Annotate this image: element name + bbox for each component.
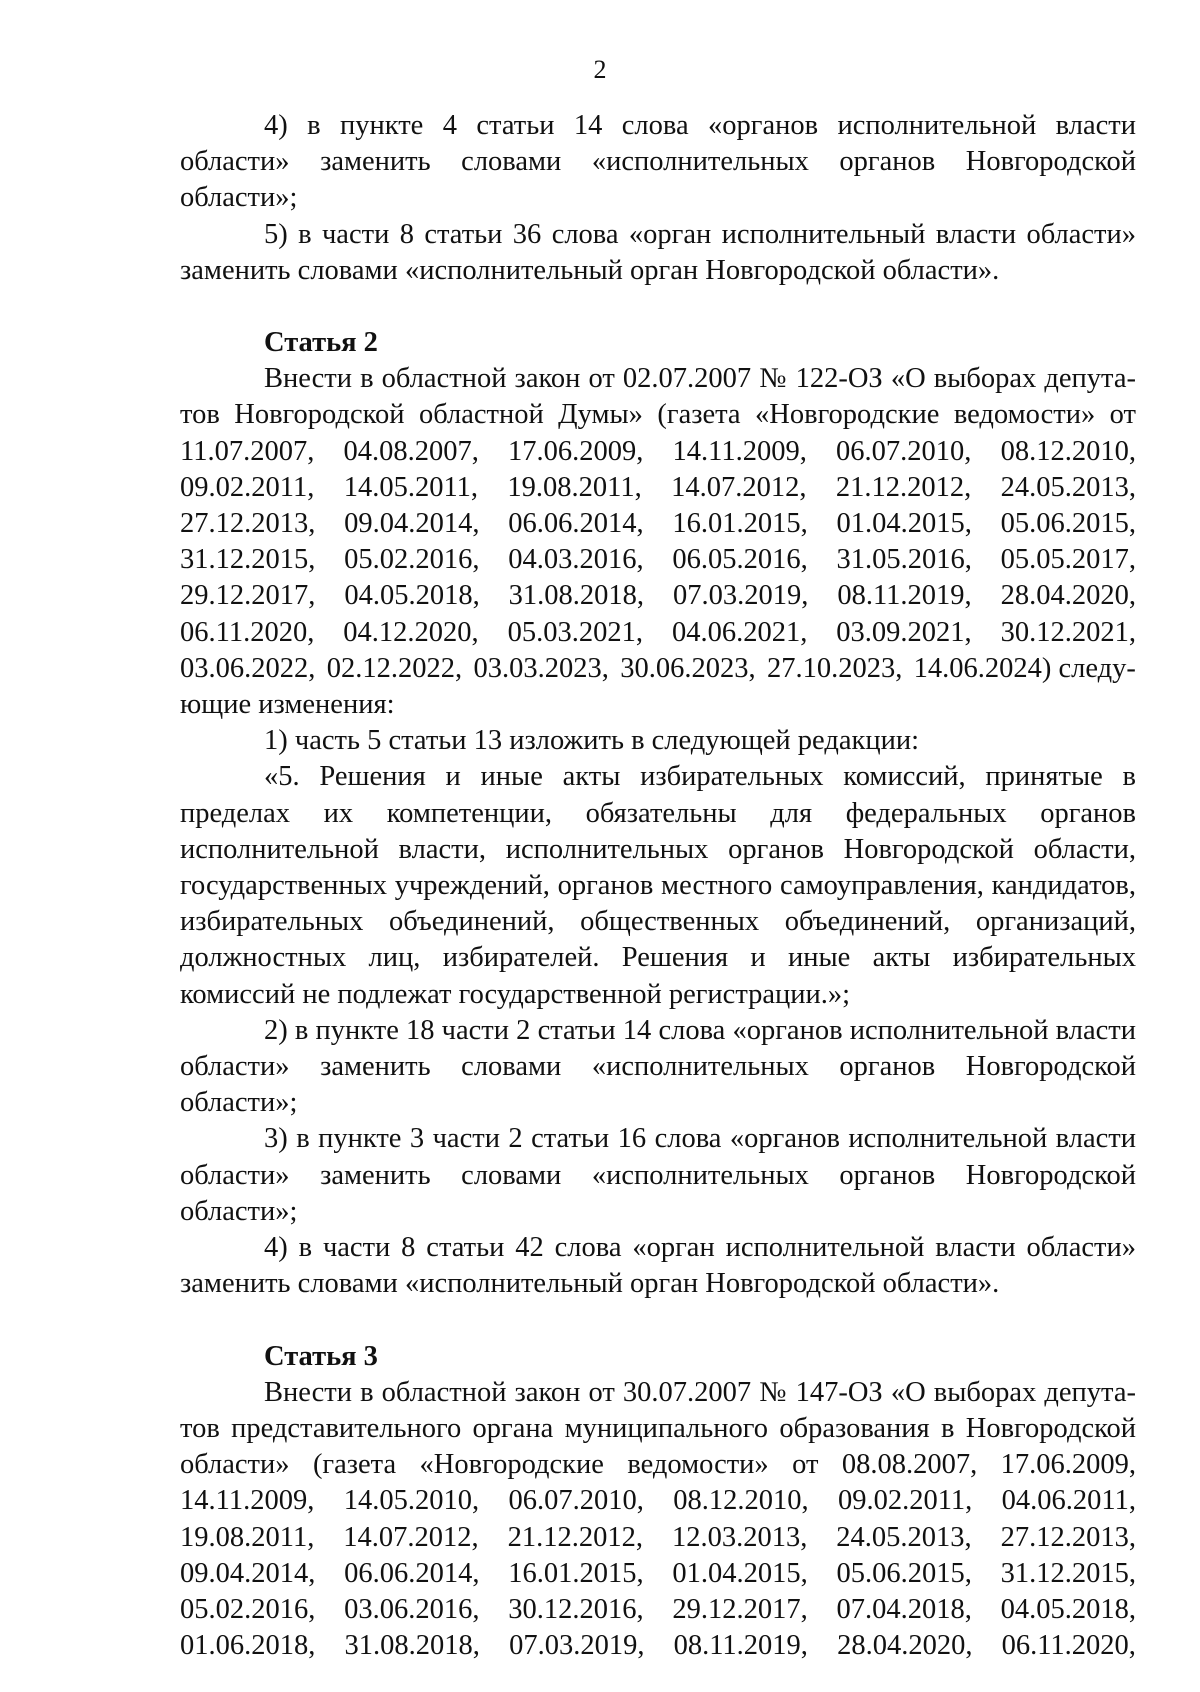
article3-intro-line2 bbox=[180, 1411, 1136, 1447]
article2-date: 14.06.2024) следу- bbox=[913, 652, 1136, 684]
article3-intro-line3 bbox=[180, 1447, 1136, 1483]
article2-date: 05.03.2021, bbox=[507, 616, 643, 648]
article3-date: 14.07.2012, bbox=[343, 1521, 479, 1553]
article3-date: 29.12.2017, bbox=[672, 1593, 808, 1625]
article3-intro-line3-word: ведомости» bbox=[627, 1449, 769, 1481]
article2-date: 09.02.2011, bbox=[180, 471, 315, 503]
article2-date: 16.01.2015, bbox=[672, 508, 808, 540]
article3-date: 06.11.2020, bbox=[1001, 1630, 1136, 1662]
article3-date: 30.12.2016, bbox=[508, 1593, 644, 1625]
article2-date: 06.06.2014, bbox=[508, 508, 644, 540]
article2-intro-end: ющие изменения: bbox=[180, 689, 395, 721]
article2-item2: 2) в пункте 18 части 2 статьи 14 слова «органов исполнительной власти области» заменить словами «исполнительных органов Новгородской области»; bbox=[180, 1014, 1136, 1119]
article2-date: 08.11.2019, bbox=[837, 580, 972, 612]
article2-date: 04.03.2016, bbox=[508, 544, 644, 576]
article2-row bbox=[180, 578, 1136, 614]
article2-date: 06.07.2010, bbox=[836, 435, 972, 467]
article2-item4: 4) в части 8 статьи 42 слова «орган исполнительной власти области» заменить словами «исполнительный орган Новгородской области». bbox=[180, 1232, 1136, 1300]
article2-row bbox=[180, 651, 1136, 687]
article2-row bbox=[180, 434, 1136, 470]
article2-row bbox=[180, 506, 1136, 542]
article2-date: 06.05.2016, bbox=[672, 544, 808, 576]
page-number: 2 bbox=[593, 55, 607, 84]
article2-date: 04.08.2007, bbox=[343, 435, 479, 467]
article3-date: 03.06.2016, bbox=[344, 1593, 480, 1625]
article2-date: 14.07.2012, bbox=[671, 471, 807, 503]
section-gap bbox=[180, 1303, 1136, 1339]
article2-date: 05.06.2015, bbox=[1000, 508, 1136, 540]
article2-intro-line1-text: Внести в областной закон от 02.07.2007 № 122-ОЗ «О выборах депута- bbox=[264, 363, 1136, 395]
article2-date: 07.03.2019, bbox=[672, 580, 809, 612]
article2-date: 02.12.2022, bbox=[326, 652, 463, 684]
article3-row bbox=[180, 1556, 1136, 1592]
article3-date: 14.05.2010, bbox=[343, 1485, 480, 1517]
article3-row bbox=[180, 1520, 1136, 1556]
article2-intro-line2 bbox=[180, 397, 1136, 433]
article2-date: 31.12.2015, bbox=[180, 544, 316, 576]
article3-date: 09.02.2011, bbox=[837, 1485, 973, 1517]
article3-intro-line1-text: Внести в областной закон от 30.07.2007 № 147-ОЗ «О выборах депута- bbox=[264, 1376, 1136, 1408]
article2-date: 05.02.2016, bbox=[344, 544, 480, 576]
article2-date: 05.05.2017, bbox=[1000, 544, 1136, 576]
article2-date: 28.04.2020, bbox=[1000, 580, 1136, 612]
article2-item3: 3) в пункте 3 части 2 статьи 16 слова «органов исполнительной власти области» заменить словами «исполнительных органов Новгородской области»; bbox=[180, 1123, 1136, 1227]
article3-date: 09.04.2014, bbox=[180, 1557, 316, 1589]
article2-intro-line2-text: тов Новгородской областной Думы» (газета «Новгородские ведомости» от bbox=[180, 399, 1136, 431]
article3-intro-line3-word: (газета bbox=[312, 1449, 397, 1481]
article2-row bbox=[180, 615, 1136, 651]
article1-item5: 5) в части 8 статьи 36 слова «орган исполнительный власти области» заменить словами «исполнительный орган Новгородской области». bbox=[180, 218, 1136, 286]
article3-date: 27.12.2013, bbox=[1000, 1521, 1136, 1553]
article3-date: 21.12.2012, bbox=[507, 1521, 643, 1553]
article3-date: 01.04.2015, bbox=[672, 1557, 808, 1589]
article2-row bbox=[180, 470, 1136, 506]
article2-date: 17.06.2009, bbox=[508, 435, 644, 467]
article2-date: 06.11.2020, bbox=[180, 616, 315, 648]
article3-date: 05.06.2015, bbox=[836, 1557, 972, 1589]
article3-date: 31.08.2018, bbox=[344, 1630, 480, 1662]
article3-intro-line3-word: от bbox=[792, 1449, 819, 1481]
article3-row bbox=[180, 1592, 1136, 1628]
article3-date: 24.05.2013, bbox=[836, 1521, 972, 1553]
article3-intro-line3-word: 17.06.2009, bbox=[1000, 1449, 1136, 1481]
article3-row bbox=[180, 1483, 1136, 1519]
article2-date: 03.09.2021, bbox=[836, 616, 972, 648]
article2-date: 29.12.2017, bbox=[180, 580, 316, 612]
article3-date: 04.06.2011, bbox=[1001, 1485, 1136, 1517]
article3-date: 08.11.2019, bbox=[673, 1630, 808, 1662]
article2-date: 09.04.2014, bbox=[344, 508, 480, 540]
article2-date: 04.12.2020, bbox=[343, 616, 479, 648]
article2-quote: «5. Решения и иные акты избирательных комиссий, принятые в пределах их компетенции, обязательны для федеральных органов исполнительной власти, исполнительных органов Новгородской области, государственных учреждений, органов местного самоуправления, кандидатов, избирательных объединений, общественных объединений, организаций, должностных лиц, избирателей. Решения и иные акты избирательных комиссий не подлежат государственной регистрации.»; bbox=[180, 761, 1136, 1010]
article2-heading: Статья 2 bbox=[264, 327, 378, 359]
article2-date: 08.12.2010, bbox=[1000, 435, 1136, 467]
article3-date: 05.02.2016, bbox=[180, 1593, 316, 1625]
article3-intro-line3-word: области» bbox=[180, 1449, 290, 1481]
article3-intro-line3-word: «Новгородские bbox=[419, 1449, 604, 1481]
article2-date: 31.05.2016, bbox=[836, 544, 972, 576]
article3-date: 31.12.2015, bbox=[1000, 1557, 1136, 1589]
article3-row bbox=[180, 1628, 1136, 1664]
article2-date: 03.06.2022, bbox=[180, 652, 316, 684]
article1-item4: 4) в пункте 4 статьи 14 слова «органов исполнительной власти области» заменить словами «исполнительных органов Новгородской области»; bbox=[180, 110, 1136, 214]
article2-date: 14.05.2011, bbox=[343, 471, 479, 503]
article2-date: 24.05.2013, bbox=[1000, 471, 1136, 503]
article2-date: 21.12.2012, bbox=[835, 471, 972, 503]
article3-date: 12.03.2013, bbox=[671, 1521, 808, 1553]
article3-date: 06.06.2014, bbox=[344, 1557, 480, 1589]
article3-date: 16.01.2015, bbox=[508, 1557, 644, 1589]
article2-date: 04.05.2018, bbox=[344, 580, 480, 612]
article2-date: 19.08.2011, bbox=[507, 471, 642, 503]
article2-intro-line1 bbox=[180, 361, 1136, 397]
article2-row bbox=[180, 542, 1136, 578]
article3-date: 07.04.2018, bbox=[836, 1593, 972, 1625]
article3-intro-line3-word: 08.08.2007, bbox=[841, 1449, 978, 1481]
article3-intro-line1 bbox=[180, 1375, 1136, 1411]
article3-date-list bbox=[180, 1483, 1136, 1664]
article2-date-list bbox=[180, 434, 1136, 687]
article3-intro-line2-text: тов представительного органа муниципального образования в Новгородской bbox=[180, 1412, 1136, 1444]
article3-date: 04.05.2018, bbox=[1000, 1593, 1136, 1625]
section-gap bbox=[180, 289, 1136, 325]
article3-date: 28.04.2020, bbox=[837, 1630, 973, 1662]
article2-date: 14.11.2009, bbox=[672, 435, 807, 467]
article2-date: 01.04.2015, bbox=[836, 508, 972, 540]
article2-date: 27.10.2023, bbox=[766, 652, 903, 684]
article3-date: 08.12.2010, bbox=[673, 1485, 809, 1517]
article3-date: 01.06.2018, bbox=[180, 1630, 316, 1662]
article2-date: 30.06.2023, bbox=[620, 652, 756, 684]
article2-date: 03.03.2023, bbox=[473, 652, 609, 684]
article3-date: 06.07.2010, bbox=[508, 1485, 644, 1517]
article2-item1: 1) часть 5 статьи 13 изложить в следующей редакции: bbox=[264, 725, 919, 757]
article2-date: 11.07.2007, bbox=[180, 435, 315, 467]
article3-date: 19.08.2011, bbox=[180, 1521, 315, 1553]
article2-date: 27.12.2013, bbox=[180, 508, 316, 540]
article3-date: 07.03.2019, bbox=[509, 1630, 645, 1662]
article3-date: 14.11.2009, bbox=[180, 1485, 315, 1517]
article2-date: 04.06.2021, bbox=[671, 616, 808, 648]
article2-date: 31.08.2018, bbox=[508, 580, 645, 612]
article3-heading: Статья 3 bbox=[264, 1340, 378, 1372]
document-body bbox=[180, 108, 1136, 1664]
article2-date: 30.12.2021, bbox=[1000, 616, 1136, 648]
